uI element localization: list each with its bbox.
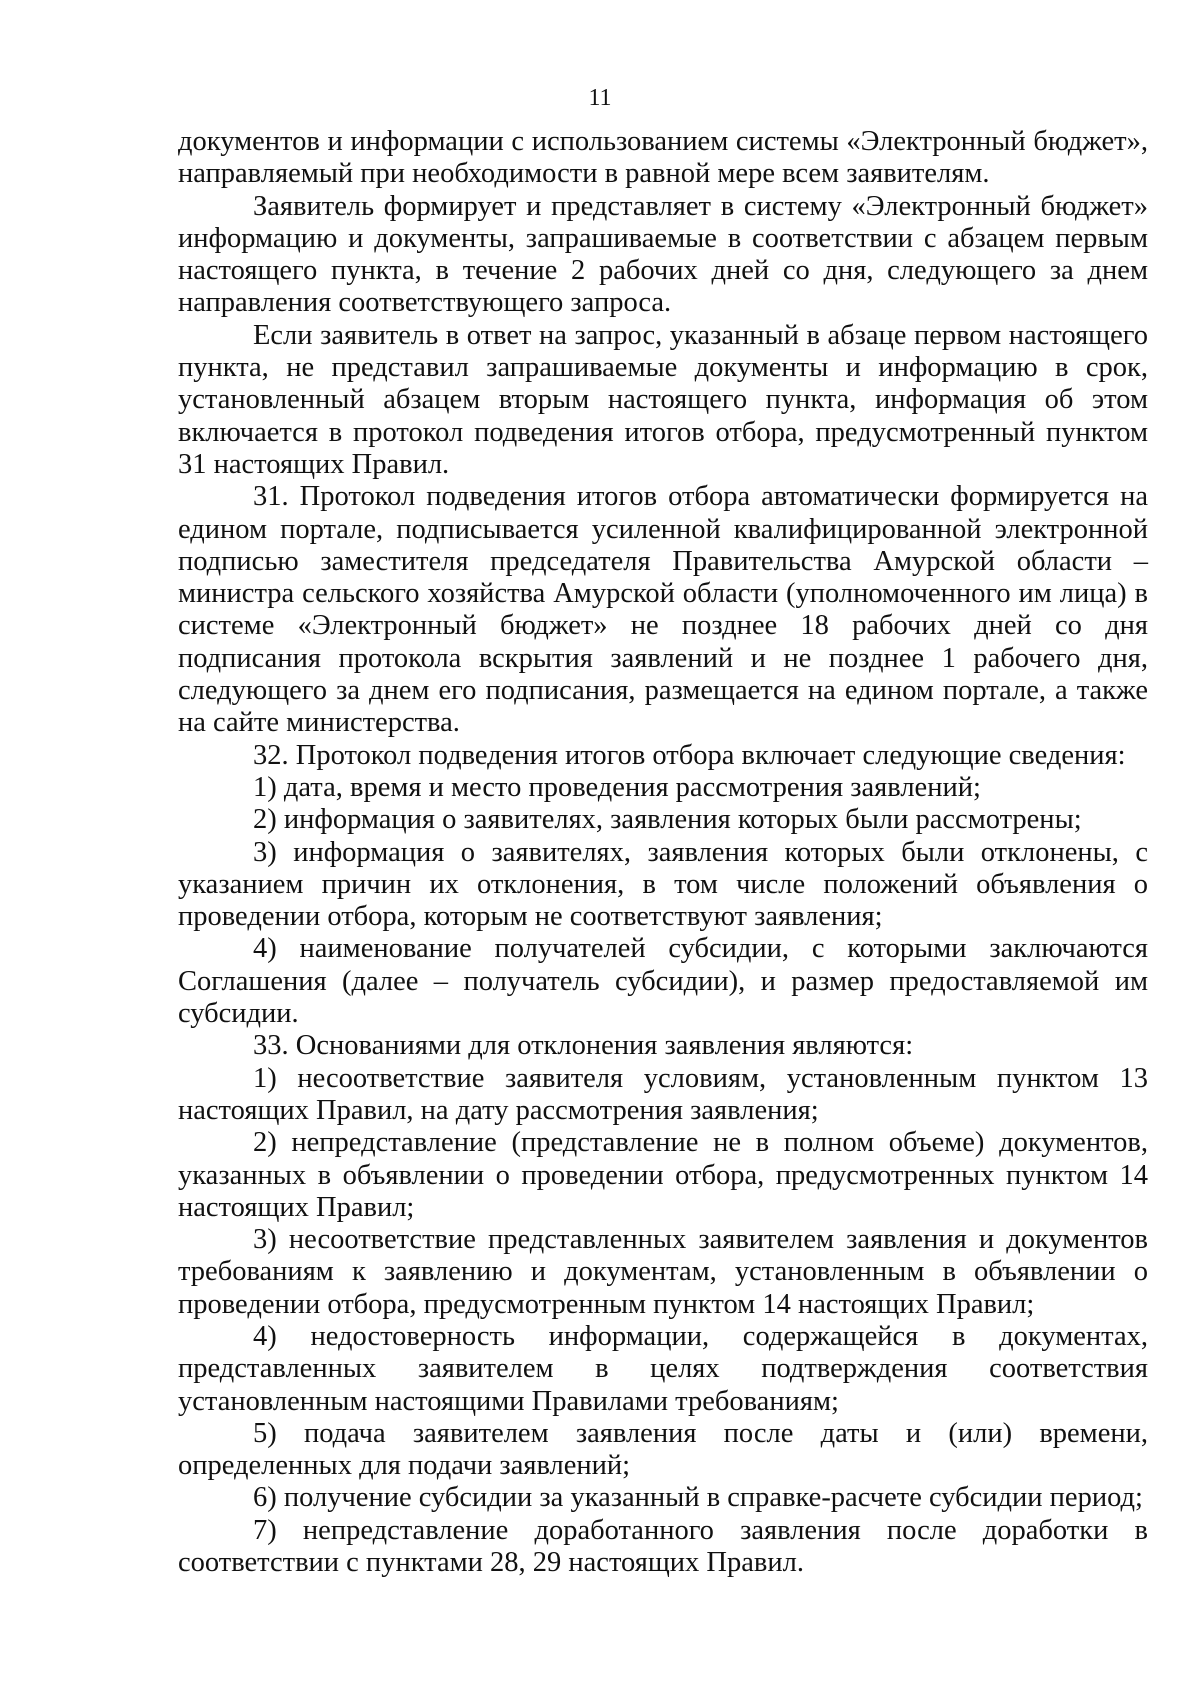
paragraph: Если заявитель в ответ на запрос, указанный в абзаце первом настоящего пункта, не представил запрашиваемые документы и информацию в срок, установленный абзацем вторым настоящего пункта, информация об этом включается в протокол подведения итогов отбора, предусмотренный пунктом 31 настоящих Правил. xyxy=(178,319,1148,480)
list-item: 5) подача заявителем заявления после даты и (или) времени, определенных для подачи заявлений; xyxy=(178,1417,1148,1482)
list-item: 4) недостоверность информации, содержащейся в документах, представленных заявителем в целях подтверждения соответствия установленным настоящими Правилами требованиям; xyxy=(178,1320,1148,1417)
list-item: 3) несоответствие представленных заявителем заявления и документов требованиям к заявлению и документам, установленным в объявлении о проведении отбора, предусмотренным пунктом 14 настоящих Правил; xyxy=(178,1224,1148,1320)
list-item: 2) непредставление (представление не в полном объеме) документов, указанных в объявлении о проведении отбора, предусмотренных пунктом 14 настоящих Правил; xyxy=(178,1127,1148,1223)
list-item: 1) дата, время и место проведения рассмотрения заявлений; xyxy=(253,771,981,803)
paragraph-item-33: 33. Основаниями для отклонения заявления являются: xyxy=(253,1030,914,1062)
paragraph-item-31: 31. Протокол подведения итогов отбора автоматически формируется на едином портале, подписывается усиленной квалифицированной электронной подписью заместителя председателя Правительства Амурской области – министра сельского хозяйства Амурской области (уполномоченного им лица) в системе «Электронный бюджет» не позднее 18 рабочих дней со дня подписания протокола вскрытия заявлений и не позднее 1 рабочего дня, следующего за днем его подписания, размещается на едином портале, а также на сайте министерства. xyxy=(178,481,1148,739)
list-item: 4) наименование получателей субсидии, с которыми заключаются Соглашения (далее – получатель субсидии), и размер предоставляемой им субсидии. xyxy=(178,933,1148,1030)
paragraph-item-32: 32. Протокол подведения итогов отбора включает следующие сведения: xyxy=(253,739,1126,771)
document-body xyxy=(178,126,1148,1579)
paragraph: Заявитель формирует и представляет в систему «Электронный бюджет» информацию и документы, запрашиваемые в соответствии с абзацем первым настоящего пункта, в течение 2 рабочих дней со дня, следующего за днем направления соответствующего запроса. xyxy=(178,190,1148,319)
list-item: 2) информация о заявителях, заявления которых были рассмотрены; xyxy=(253,804,1082,836)
list-item: 3) информация о заявителях, заявления которых были отклонены, с указанием причин их отклонения, в том числе положений объявления о проведении отбора, которым не соответствуют заявления; xyxy=(178,836,1148,933)
page-number: 11 xyxy=(588,85,612,111)
list-item: 7) непредставление доработанного заявления после доработки в соответствии с пунктами 28, 29 настоящих Правил. xyxy=(178,1514,1148,1579)
list-item: 6) получение субсидии за указанный в справке-расчете субсидии период; xyxy=(253,1482,1143,1514)
list-item: 1) несоответствие заявителя условиям, установленным пунктом 13 настоящих Правил, на дату рассмотрения заявления; xyxy=(178,1062,1148,1126)
paragraph-continuation: документов и информации с использованием системы «Электронный бюджет», направляемый при необходимости в равной мере всем заявителям. xyxy=(178,126,1148,190)
